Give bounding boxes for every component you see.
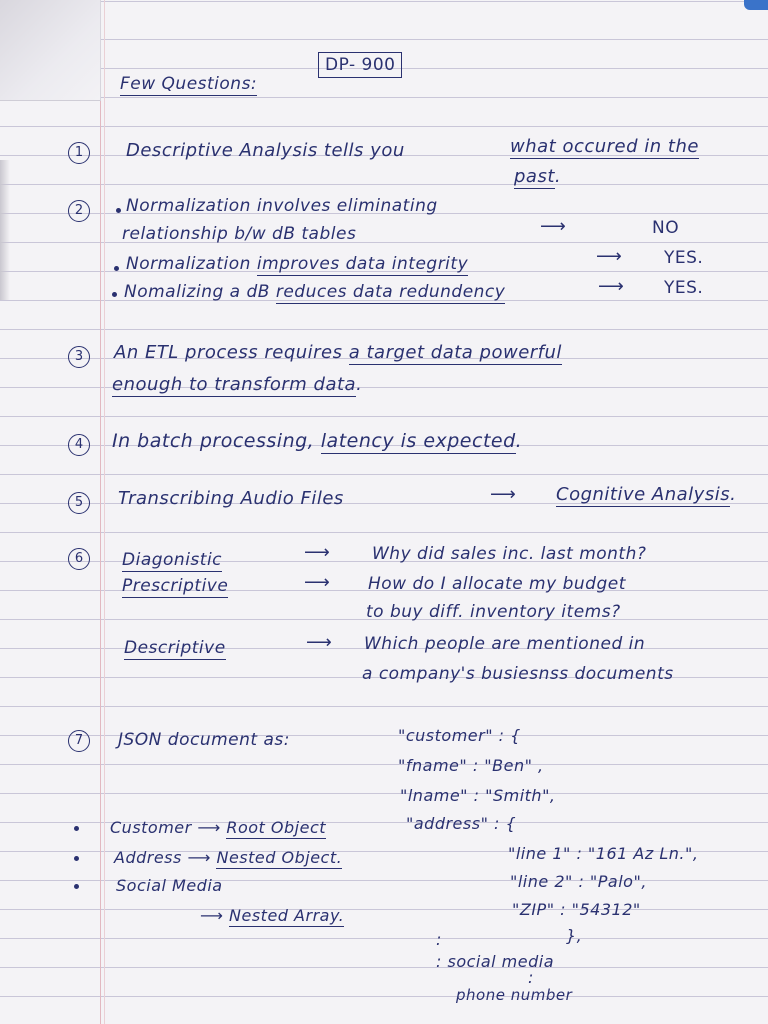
q6-term-1-text: Diagonistic [122,550,223,570]
q5-right [556,484,736,505]
json-line: phone number [456,986,573,1004]
bullet-dot [74,856,79,861]
q7-map-2 [114,848,342,867]
q3-line1 [114,342,562,363]
folded-corner [0,0,101,101]
bullet-dot [74,826,79,831]
q7-map-2-right: Nested Object. [216,848,343,867]
q4-line [112,430,522,452]
q6-answer-1: Why did sales inc. last month? [372,544,647,564]
q6-answer-3: Which people are mentioned in [364,634,646,654]
q6-answer-2: How do I allocate my budget [368,574,626,594]
question-number-6: 6 [68,548,90,570]
q7-map-3-left: Social Media [116,876,223,895]
q1-text: Descriptive Analysis tells you [126,140,405,161]
q6-answer-2b: to buy diff. inventory items? [366,602,621,622]
bullet-dot [74,884,79,889]
q7-label: JSON document as: [118,730,290,750]
q3-period: . [356,374,363,395]
q2-item2-underlined: improves data integrity [256,254,469,274]
question-number-1: 1 [68,142,90,164]
q7-map-3-right [200,906,344,925]
q3-line1-prefix: An ETL process requires [114,342,343,363]
q7-map-1-left: Customer [110,818,192,837]
q1-answer-line2 [514,166,561,187]
arrow-icon: ⟶ [598,276,625,297]
q6-term-3 [124,638,226,658]
json-line: "fname" : "Ben" , [398,756,544,775]
q3-line2 [112,374,362,395]
page-edge-shadow [0,160,10,300]
json-line: "customer" : { [398,726,521,745]
q6-term-2-text: Prescriptive [122,576,229,596]
json-line: : [436,930,442,949]
q4-period: . [515,430,523,452]
q2-item3-answer: YES. [664,278,704,298]
arrow-icon: ⟶ [200,906,224,925]
question-number-5: 5 [68,492,90,514]
q2-item3-prefix: Nomalizing a dB [124,282,270,302]
arrow-icon: ⟶ [304,572,331,593]
page-title [120,74,257,94]
json-line: "lname" : "Smith", [400,786,556,805]
q7-map-2-left: Address [114,848,182,867]
arrow-icon: ⟶ [197,818,221,837]
arrow-icon: ⟶ [306,632,333,653]
q4-underlined: latency is expected [320,430,516,452]
q2-item1-line1: Normalization involves eliminating [126,196,438,216]
json-line: "line 1" : "161 Az Ln.", [508,844,699,863]
q2-item2-prefix: Normalization [126,254,251,274]
question-number-3: 3 [68,346,90,368]
q1-answer-line1 [510,136,699,157]
q5-right-text: Cognitive Analysis [556,484,731,505]
json-line: "ZIP" : "54312" [512,900,641,919]
q1-answer-line1-text: what occured in the [510,136,699,157]
q2-item1-line2: relationship b/w dB tables [122,224,357,244]
json-line: : social media [436,952,555,971]
question-number-7: 7 [68,730,90,752]
margin-line [100,0,101,1024]
arrow-icon: ⟶ [304,542,331,563]
json-line: "address" : { [406,814,517,833]
bullet-dot [116,208,121,213]
q6-term-1 [122,550,222,570]
q6-term-3-text: Descriptive [124,638,226,658]
q5-left: Transcribing Audio Files [118,488,344,509]
json-line: "line 2" : "Palo", [510,872,647,891]
json-line: : [528,968,534,987]
q7-map-1-right: Root Object [226,818,327,837]
q2-item3-underlined: reduces data redundency [275,282,506,302]
q2-item1-answer: NO [652,218,680,238]
arrow-icon: ⟶ [187,848,211,867]
arrow-icon: ⟶ [540,216,567,237]
exam-code-box: DP- 900 [318,52,402,78]
q1-answer-line2-text: past [514,166,555,187]
margin-line-secondary [104,0,105,1024]
q7-map-1 [110,818,326,837]
q6-term-2 [122,576,228,596]
q2-item2-answer: YES. [664,248,704,268]
arrow-icon: ⟶ [596,246,623,267]
bullet-dot [112,292,117,297]
q1-period: . [554,166,562,187]
q3-line1-underlined: a target data powerful [348,342,562,363]
q6-answer-3b: a company's busiesnss documents [362,664,674,684]
page-title-text: Few Questions: [120,74,258,94]
q7-map-3-right-text: Nested Array. [229,906,345,925]
question-number-4: 4 [68,434,90,456]
question-number-2: 2 [68,200,90,222]
q3-line2-underlined: enough to transform data [112,374,357,395]
bullet-dot [114,266,119,271]
q2-item3 [124,282,505,302]
q5-period: . [730,484,737,505]
json-line: }, [566,926,583,945]
corner-tab [744,0,768,10]
q2-item2 [126,254,468,274]
arrow-icon: ⟶ [490,484,517,505]
q4-prefix: In batch processing, [112,430,315,452]
